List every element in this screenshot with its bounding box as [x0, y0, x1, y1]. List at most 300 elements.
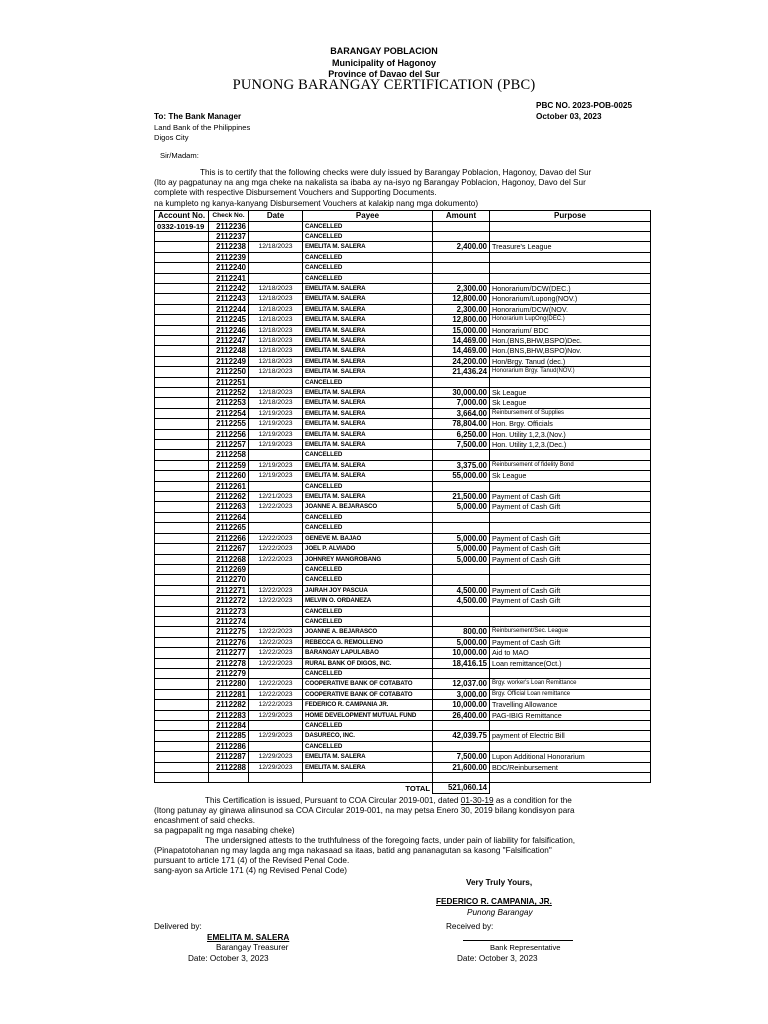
purpose-cell	[490, 741, 651, 751]
account-no-cell	[155, 668, 209, 678]
intro-line-4: na kumpleto ng kanya-kanyang Disbursement Vouchers at kalakip nang mga dokumento)	[154, 199, 479, 208]
amount-cell	[433, 221, 490, 231]
amount-cell	[433, 231, 490, 241]
amount-cell: 5,000.00	[433, 554, 490, 564]
table-row	[155, 377, 651, 387]
account-no-cell	[155, 231, 209, 241]
check-no-cell: 2112286	[209, 741, 249, 751]
check-no-cell: 2112245	[209, 315, 249, 325]
very-truly-yours: Very Truly Yours,	[466, 878, 533, 887]
purpose-cell: Sk League	[490, 398, 651, 408]
table-row	[155, 481, 651, 491]
account-no-cell	[155, 388, 209, 398]
date-cell	[249, 231, 303, 241]
date-cell: 12/22/2023	[249, 502, 303, 512]
account-no-cell	[155, 450, 209, 460]
account-no-cell	[155, 325, 209, 335]
date-cell: 12/22/2023	[249, 627, 303, 637]
date-cell	[249, 221, 303, 231]
check-no-cell: 2112253	[209, 398, 249, 408]
amount-cell	[433, 512, 490, 522]
amount-cell: 15,000.00	[433, 325, 490, 335]
amount-cell	[433, 575, 490, 585]
amount-cell: 18,416.15	[433, 658, 490, 668]
payee-cell: JOANNE A. BEJARASCO	[303, 627, 433, 637]
payee-cell: CANCELLED	[303, 668, 433, 678]
account-no-cell	[155, 554, 209, 564]
payee-cell: CANCELLED	[303, 606, 433, 616]
check-no-cell: 2112236	[209, 221, 249, 231]
check-no-cell: 2112266	[209, 533, 249, 543]
check-no-cell: 2112270	[209, 575, 249, 585]
payee-cell: EMELITA M. SALERA	[303, 325, 433, 335]
municipality: Municipality of Hagonoy	[331, 58, 436, 68]
check-no-cell: 2112269	[209, 564, 249, 574]
table-header-row	[155, 211, 651, 222]
purpose-cell: Hon. Utility 1,2,3.(Nov.)	[490, 429, 651, 439]
table-row	[155, 492, 651, 502]
purpose-cell	[490, 221, 651, 231]
table-row	[155, 273, 651, 283]
check-no-cell: 2112260	[209, 471, 249, 481]
account-no-cell	[155, 689, 209, 699]
amount-cell: 7,000.00	[433, 398, 490, 408]
payee-cell: EMELITA M. SALERA	[303, 346, 433, 356]
amount-cell	[433, 606, 490, 616]
check-no-cell: 2112272	[209, 596, 249, 606]
date-cell	[249, 721, 303, 731]
table-row	[155, 502, 651, 512]
date-cell	[249, 450, 303, 460]
date-cell: 12/22/2023	[249, 689, 303, 699]
closing-line-7: pursuant to article 171 (4) of the Revised Penal Code.	[154, 856, 350, 865]
purpose-cell: Treasure's League	[490, 242, 651, 252]
purpose-cell	[490, 523, 651, 533]
table-row	[155, 398, 651, 408]
date-cell: 12/29/2023	[249, 731, 303, 741]
account-no-cell	[155, 294, 209, 304]
table-row	[155, 419, 651, 429]
payee-cell: EMELITA M. SALERA	[303, 471, 433, 481]
payee-cell: EMELITA M. SALERA	[303, 440, 433, 450]
date-cell: 12/29/2023	[249, 752, 303, 762]
date-cell	[249, 512, 303, 522]
payee-cell: CANCELLED	[303, 575, 433, 585]
table-row	[155, 533, 651, 543]
check-no-cell: 2112278	[209, 658, 249, 668]
date-cell	[249, 773, 303, 783]
table-row	[155, 335, 651, 345]
check-no-cell: 2112259	[209, 460, 249, 470]
amount-cell	[433, 721, 490, 731]
amount-cell: 21,600.00	[433, 762, 490, 772]
table-row	[155, 408, 651, 418]
total-row	[155, 783, 651, 793]
amount-cell	[433, 450, 490, 460]
date-cell	[249, 273, 303, 283]
coa-date: 01-30-19	[460, 796, 494, 805]
table-row	[155, 679, 651, 689]
table-row	[155, 512, 651, 522]
purpose-cell: PAG-IBIG Remittance	[490, 710, 651, 720]
date-cell: 12/18/2023	[249, 315, 303, 325]
account-no-cell	[155, 252, 209, 262]
amount-cell: 14,469.00	[433, 335, 490, 345]
account-no-cell	[155, 283, 209, 293]
date-cell: 12/19/2023	[249, 460, 303, 470]
amount-cell	[433, 523, 490, 533]
bank-signature-line	[463, 940, 573, 941]
payee-cell: EMELITA M. SALERA	[303, 752, 433, 762]
check-no-cell: 2112244	[209, 304, 249, 314]
date-cell: 12/21/2023	[249, 492, 303, 502]
table-row	[155, 762, 651, 772]
account-no-cell	[155, 377, 209, 387]
date-cell	[249, 263, 303, 273]
signatory-title: Punong Barangay	[467, 908, 533, 917]
signatory-name: FEDERICO R. CAMPANIA, JR.	[436, 897, 552, 906]
payee-cell: CANCELLED	[303, 273, 433, 283]
amount-cell: 12,037.00	[433, 679, 490, 689]
amount-cell: 12,800.00	[433, 294, 490, 304]
payee-cell: EMELITA M. SALERA	[303, 429, 433, 439]
purpose-cell	[490, 377, 651, 387]
date-cell	[249, 252, 303, 262]
date-cell: 12/18/2023	[249, 335, 303, 345]
delivered-by-label: Delivered by:	[154, 922, 202, 931]
purpose-cell: Aid to MAO	[490, 648, 651, 658]
purpose-cell	[490, 575, 651, 585]
payee-cell: RURAL BANK OF DIGOS, INC.	[303, 658, 433, 668]
payee-cell: EMELITA M. SALERA	[303, 335, 433, 345]
check-no-cell: 2112283	[209, 710, 249, 720]
check-no-cell: 2112239	[209, 252, 249, 262]
purpose-cell	[490, 773, 651, 783]
date-cell: 12/29/2023	[249, 762, 303, 772]
purpose-cell: Payment of Cash Gift	[490, 502, 651, 512]
bank-date: Date: October 3, 2023	[457, 954, 538, 963]
check-no-cell: 2112265	[209, 523, 249, 533]
date-cell: 12/18/2023	[249, 346, 303, 356]
purpose-cell: Hon. Utility 1,2,3.(Dec.)	[490, 440, 651, 450]
amount-cell: 10,000.00	[433, 648, 490, 658]
payee-cell: HOME DEVELOPMENT MUTUAL FUND	[303, 710, 433, 720]
intro-line-3: complete with respective Disbursement Vouchers and Supporting Documents.	[154, 188, 437, 197]
purpose-cell: Travelling Allowance	[490, 700, 651, 710]
purpose-cell: Payment of Cash Gift	[490, 492, 651, 502]
account-no-cell	[155, 533, 209, 543]
payee-cell: JAIRAH JOY PASCUA	[303, 585, 433, 595]
amount-cell	[433, 263, 490, 273]
check-no-cell: 2112240	[209, 263, 249, 273]
account-no-cell	[155, 627, 209, 637]
date-cell	[249, 741, 303, 751]
account-no-cell	[155, 492, 209, 502]
date-cell: 12/18/2023	[249, 294, 303, 304]
account-no-cell	[155, 575, 209, 585]
check-no-cell: 2112256	[209, 429, 249, 439]
date-cell: 12/29/2023	[249, 710, 303, 720]
account-no-cell	[155, 315, 209, 325]
account-no-cell	[155, 596, 209, 606]
check-no-cell: 2112252	[209, 388, 249, 398]
date-cell	[249, 606, 303, 616]
account-no-cell	[155, 481, 209, 491]
check-no-cell: 2112254	[209, 408, 249, 418]
amount-cell: 24,200.00	[433, 356, 490, 366]
check-no-cell: 2112258	[209, 450, 249, 460]
table-row	[155, 596, 651, 606]
account-no-cell	[155, 429, 209, 439]
check-no-cell	[209, 773, 249, 783]
date-cell: 12/22/2023	[249, 648, 303, 658]
bank-representative: Bank Representative	[490, 943, 561, 952]
amount-cell	[433, 377, 490, 387]
check-no-cell: 2112237	[209, 231, 249, 241]
account-no-cell	[155, 637, 209, 647]
account-no-cell	[155, 263, 209, 273]
check-no-cell: 2112271	[209, 585, 249, 595]
amount-cell: 4,500.00	[433, 596, 490, 606]
check-no-cell: 2112262	[209, 492, 249, 502]
date-cell: 12/22/2023	[249, 637, 303, 647]
total-spacer	[209, 783, 249, 793]
table-row	[155, 346, 651, 356]
amount-cell	[433, 481, 490, 491]
payee-cell: EMELITA M. SALERA	[303, 388, 433, 398]
purpose-cell: Reinbursement/Sec. League	[490, 627, 651, 637]
payee-cell: COOPERATIVE BANK OF COTABATO	[303, 689, 433, 699]
payee-cell: EMELITA M. SALERA	[303, 283, 433, 293]
purpose-cell: Hon.(BNS,BHW,BSPO)Dec.	[490, 335, 651, 345]
purpose-cell	[490, 481, 651, 491]
header-date: Date	[249, 211, 303, 222]
account-no-cell	[155, 346, 209, 356]
closing-line-8: sang-ayon sa Article 171 (4) ng Revised Penal Code)	[154, 866, 347, 875]
purpose-cell	[490, 512, 651, 522]
salutation: Sir/Madam:	[160, 151, 199, 160]
check-no-cell: 2112280	[209, 679, 249, 689]
date-cell	[249, 668, 303, 678]
check-no-cell: 2112241	[209, 273, 249, 283]
account-no-cell	[155, 335, 209, 345]
payee-cell: EMELITA M. SALERA	[303, 356, 433, 366]
check-no-cell: 2112284	[209, 721, 249, 731]
check-no-cell: 2112257	[209, 440, 249, 450]
amount-cell: 3,375.00	[433, 460, 490, 470]
date-cell	[249, 575, 303, 585]
table-row	[155, 356, 651, 366]
account-no-cell	[155, 564, 209, 574]
amount-cell: 7,500.00	[433, 752, 490, 762]
amount-cell	[433, 273, 490, 283]
date-cell: 12/19/2023	[249, 429, 303, 439]
table-row	[155, 585, 651, 595]
table-row	[155, 668, 651, 678]
payee-cell: BARANGAY LAPULABAO	[303, 648, 433, 658]
account-no-cell	[155, 356, 209, 366]
table-row	[155, 252, 651, 262]
account-no-cell	[155, 679, 209, 689]
account-no-cell	[155, 304, 209, 314]
table-row	[155, 221, 651, 231]
date-cell: 12/18/2023	[249, 304, 303, 314]
table-row	[155, 741, 651, 751]
table-row	[155, 304, 651, 314]
purpose-cell: Payment of Cash Gift	[490, 585, 651, 595]
payee-cell: REBECCA G. REMOLLENO	[303, 637, 433, 647]
account-no-cell	[155, 741, 209, 751]
purpose-cell: Payment of Cash Gift	[490, 596, 651, 606]
account-no-cell	[155, 419, 209, 429]
table-row	[155, 616, 651, 626]
amount-cell: 42,039.75	[433, 731, 490, 741]
header-amount: Amount	[433, 211, 490, 222]
amount-cell: 21,436.24	[433, 367, 490, 377]
check-no-cell: 2112248	[209, 346, 249, 356]
table-row	[155, 658, 651, 668]
date-cell	[249, 377, 303, 387]
account-no-cell	[155, 648, 209, 658]
purpose-cell: Reinbursement of fidelity Bond	[490, 460, 651, 470]
table-row	[155, 752, 651, 762]
date-cell	[249, 564, 303, 574]
amount-cell: 5,000.00	[433, 533, 490, 543]
payee-cell: CANCELLED	[303, 512, 433, 522]
date-cell: 12/18/2023	[249, 367, 303, 377]
amount-cell: 2,300.00	[433, 304, 490, 314]
payee-cell: CANCELLED	[303, 377, 433, 387]
account-no-cell	[155, 512, 209, 522]
account-no-cell	[155, 731, 209, 741]
account-no-cell	[155, 242, 209, 252]
purpose-cell: BDC/Reinbursement	[490, 762, 651, 772]
payee-cell: MELVIN O. ORDANEZA	[303, 596, 433, 606]
table-row	[155, 710, 651, 720]
closing-line-3: encashment of said checks.	[154, 816, 256, 825]
check-no-cell: 2112238	[209, 242, 249, 252]
payee-cell: CANCELLED	[303, 450, 433, 460]
table-row	[155, 544, 651, 554]
amount-cell: 30,000.00	[433, 388, 490, 398]
table-row	[155, 689, 651, 699]
table-row	[155, 523, 651, 533]
table-row	[155, 700, 651, 710]
payee-cell: COOPERATIVE BANK OF COTABATO	[303, 679, 433, 689]
payee-cell: CANCELLED	[303, 231, 433, 241]
purpose-cell	[490, 231, 651, 241]
table-row	[155, 471, 651, 481]
account-no-cell	[155, 762, 209, 772]
purpose-cell	[490, 252, 651, 262]
table-row	[155, 283, 651, 293]
purpose-cell	[490, 450, 651, 460]
amount-cell: 7,500.00	[433, 440, 490, 450]
amount-cell: 2,400.00	[433, 242, 490, 252]
account-no-cell	[155, 502, 209, 512]
check-no-cell: 2112275	[209, 627, 249, 637]
total-spacer	[490, 783, 651, 793]
payee-cell: JOEL P. ALVIADO	[303, 544, 433, 554]
closing-line-2: (Itong patunay ay ginawa alinsunod sa COA Circular 2019-001, na may petsa Enero 30, 2019 bilang kondisyon para	[154, 806, 575, 815]
account-no-cell	[155, 658, 209, 668]
payee-cell: EMELITA M. SALERA	[303, 398, 433, 408]
payee-cell	[303, 773, 433, 783]
purpose-cell: Honorarium/DCW(NOV.	[490, 304, 651, 314]
purpose-cell: Lupon Additional Honorarium	[490, 752, 651, 762]
date-cell: 12/18/2023	[249, 356, 303, 366]
addressee-to: To: The Bank Manager	[154, 112, 242, 121]
check-no-cell: 2112282	[209, 700, 249, 710]
check-no-cell: 2112250	[209, 367, 249, 377]
purpose-cell	[490, 668, 651, 678]
date-cell: 12/22/2023	[249, 679, 303, 689]
table-row	[155, 388, 651, 398]
check-no-cell: 2112243	[209, 294, 249, 304]
account-no-cell	[155, 700, 209, 710]
amount-cell: 800.00	[433, 627, 490, 637]
amount-cell: 26,400.00	[433, 710, 490, 720]
amount-cell	[433, 616, 490, 626]
closing-line-6: (Pinapatotohanan ng may lagda ang mga nakasaad sa itaas, batid ang pananagutan sa kasong "Falsification"	[154, 846, 552, 855]
amount-cell: 10,000.00	[433, 700, 490, 710]
date-cell: 12/18/2023	[249, 398, 303, 408]
check-no-cell: 2112287	[209, 752, 249, 762]
date-cell	[249, 481, 303, 491]
purpose-cell: Reinbursement of Supplies	[490, 408, 651, 418]
closing-line-1-post: as a condition for the	[495, 796, 572, 805]
amount-cell	[433, 773, 490, 783]
payee-cell: EMELITA M. SALERA	[303, 315, 433, 325]
payee-cell: EMELITA M. SALERA	[303, 492, 433, 502]
amount-cell: 5,000.00	[433, 637, 490, 647]
check-no-cell: 2112274	[209, 616, 249, 626]
purpose-cell: Honorarium/ BDC	[490, 325, 651, 335]
purpose-cell: payment of Electric Bill	[490, 731, 651, 741]
intro-line-1: This is to certify that the following checks were duly issued by Barangay Poblacion, Hagonoy, Davao del Sur	[200, 168, 592, 177]
amount-cell	[433, 741, 490, 751]
purpose-cell: Hon.(BNS,BHW,BSPO)Nov.	[490, 346, 651, 356]
total-spacer	[155, 783, 209, 793]
table-row	[155, 554, 651, 564]
table-row	[155, 429, 651, 439]
account-no-cell: 0332-1019-19	[155, 221, 209, 231]
treasurer-name: EMELITA M. SALERA	[207, 933, 290, 942]
table-row	[155, 231, 651, 241]
total-spacer	[249, 783, 303, 793]
payee-cell: JOANNE A. BEJARASCO	[303, 502, 433, 512]
payee-cell: EMELITA M. SALERA	[303, 419, 433, 429]
table-row	[155, 294, 651, 304]
check-no-cell: 2112251	[209, 377, 249, 387]
payee-cell: CANCELLED	[303, 564, 433, 574]
purpose-cell: Brgy. worker's Loan Remittance	[490, 679, 651, 689]
amount-cell	[433, 564, 490, 574]
purpose-cell: Honorarium/Lupong(NOV.)	[490, 294, 651, 304]
table-row	[155, 450, 651, 460]
account-no-cell	[155, 616, 209, 626]
check-no-cell: 2112279	[209, 668, 249, 678]
check-no-cell: 2112247	[209, 335, 249, 345]
pbc-number: PBC NO. 2023-POB-0025	[536, 101, 633, 110]
purpose-cell: Brgy. Official Loan remittance	[490, 689, 651, 699]
payee-cell: EMELITA M. SALERA	[303, 304, 433, 314]
purpose-cell	[490, 273, 651, 283]
purpose-cell	[490, 564, 651, 574]
amount-cell: 4,500.00	[433, 585, 490, 595]
purpose-cell	[490, 263, 651, 273]
date-cell: 12/22/2023	[249, 554, 303, 564]
